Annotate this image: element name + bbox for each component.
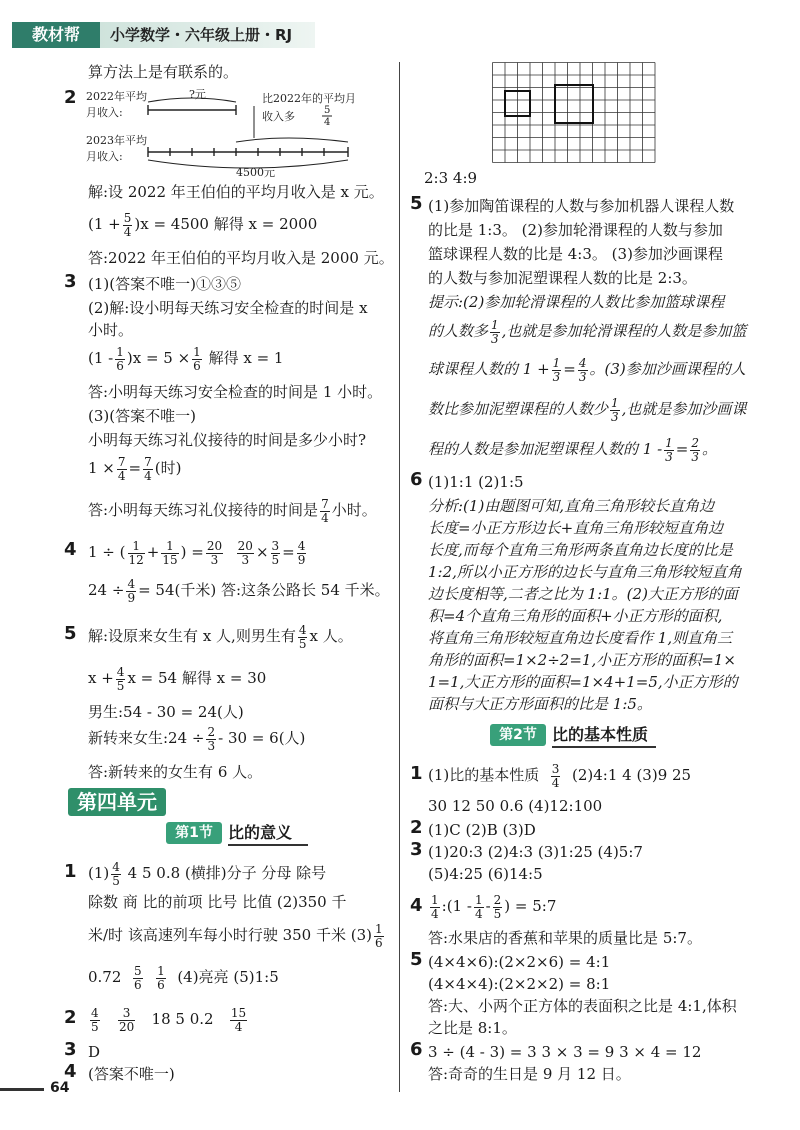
text-line: 30 12 50 0.6 (4)12:100 xyxy=(428,797,603,815)
text-line: (1)参加陶笛课程的人数与参加机器人课程人数 xyxy=(428,197,735,215)
section-title: 比的基本性质 xyxy=(552,724,656,748)
diagram-label: 4500元 xyxy=(236,166,275,178)
answer-line: 答:奇奇的生日是 9 月 12 日。 xyxy=(428,1065,631,1083)
text-line: 除数 商 比的前项 比号 比值 (2)350 千 xyxy=(88,893,347,911)
text-line: (1)20:3 (2)4:3 (3)1:25 (4)5:7 xyxy=(428,843,643,861)
analysis-line: 长度=小正方形边长+直角三角形较短直角边 xyxy=(428,519,724,537)
section-tag: 第1节 xyxy=(166,822,222,844)
unit-banner: 第四单元 xyxy=(68,788,166,816)
text-line: $\frac{4}{5}$ $\frac{3}{20}$ 18 5 0.2 $\frac{15}{4}$ xyxy=(91,1005,247,1034)
text-line: 米/时 该高速列车每小时行驶 350 千米 (3) $\frac{1}{6}$ xyxy=(88,921,383,950)
brand-label: 教材帮 xyxy=(12,22,100,48)
equation-line: x + $\frac{4}{5}$ x = 54 解得 x = 30 xyxy=(88,664,267,693)
section-tag: 第2节 xyxy=(490,724,546,746)
question-number: 5 xyxy=(64,623,77,644)
equation-line: 新转来女生:24 ÷ $\frac{2}{3}$ - 30 = 6(人) xyxy=(88,724,306,753)
question-number: 3 xyxy=(64,271,77,292)
question-number: 3 xyxy=(64,1039,77,1060)
text-line: (1)C (2)B (3)D xyxy=(428,821,536,839)
equation-line: 1 × $\frac{7}{4}$ = $\frac{7}{4}$ (时) xyxy=(88,454,182,483)
question-number: 6 xyxy=(410,1039,423,1060)
hint-line: 数比参加泥塑课程的人数少 $\frac{1}{3}$ ,也就是参加沙画课 xyxy=(428,395,747,424)
text-line: D xyxy=(88,1043,101,1061)
book-title: 小学数学・六年级上册・RJ xyxy=(100,22,315,48)
text-line: 解:设原来女生有 x 人,则男生有 $\frac{4}{5}$ x 人。 xyxy=(88,622,353,651)
page-bar xyxy=(0,1088,44,1091)
analysis-line: 角形的面积=1×2÷2=1,小正方形的面积=1× xyxy=(428,651,736,669)
text-line: (1)比的基本性质 $\frac{3}{4}$ (2)4:1 4 (3)9 25 xyxy=(428,761,692,790)
question-number: 2 xyxy=(64,1007,77,1028)
text-line: (1)1:1 (2)1:5 xyxy=(428,473,524,491)
answer-line: 答:水果店的香蕉和苹果的质量比是 5:7。 xyxy=(428,929,702,947)
analysis-line: 将直角三角形较短直角边长度看作 1,则直角三 xyxy=(428,629,733,647)
column-divider xyxy=(399,62,400,1092)
analysis-line: 边长度相等,二者之比为 1:1。(2)大正方形的面 xyxy=(428,585,738,603)
section-title: 比的意义 xyxy=(228,822,308,846)
page-number: 64 xyxy=(50,1080,70,1096)
text-line: (2)解:设小明每天练习安全检查的时间是 x xyxy=(88,299,368,317)
text-line: 算方法上是有联系的。 xyxy=(88,63,239,81)
text-line: (1) $\frac{4}{5}$ 4 5 0.8 (横排)分子 分母 除号 xyxy=(88,859,327,888)
question-number: 3 xyxy=(410,839,423,860)
text-line: 小明每天练习礼仪接待的时间是多少小时? xyxy=(88,431,367,449)
diagram-label: 收入多 xyxy=(262,110,295,123)
fraction: $\frac{1}{6}$ xyxy=(116,344,124,373)
fraction: $\frac{7}{4}$ xyxy=(321,496,329,525)
answer-line: 答:小明每天练习安全检查的时间是 1 小时。 xyxy=(88,383,383,401)
hint-line: 球课程人数的 1 + $\frac{1}{3}$ = $\frac{4}{3}$ 。(3)参加沙画课程的人 xyxy=(428,355,746,384)
answer-line: 答:2022 年王伯伯的平均月收入是 2000 元。 xyxy=(88,249,394,267)
text-line: (4×4×6):(2×2×6) = 4:1 xyxy=(428,953,611,971)
analysis-line: 1:2,所以小正方形的边长与直角三角形较短直角 xyxy=(428,563,742,581)
diagram-label: 2023年平均 xyxy=(86,134,147,147)
segment-diagram xyxy=(86,86,376,178)
text-line: 男生:54 - 30 = 24(人) xyxy=(88,703,244,721)
question-number: 4 xyxy=(64,1061,77,1082)
analysis-line: 分析:(1)由题图可知,直角三角形较长直角边 xyxy=(428,497,715,515)
answer-line: 答:新转来的女生有 6 人。 xyxy=(88,763,263,781)
diagram-label: 比2022年的平均月 xyxy=(262,92,356,105)
text-line: (1)(答案不唯一)①③⑤ xyxy=(88,275,241,293)
question-number: 6 xyxy=(410,469,423,490)
answer-line: 答:小明每天练习礼仪接待的时间是 $\frac{7}{4}$ 小时。 xyxy=(88,496,377,525)
question-number: 1 xyxy=(410,763,423,784)
hint-line: 提示:(2)参加轮滑课程的人数比参加篮球课程 xyxy=(428,293,725,311)
equation-line: 1 ÷ ( $\frac{1}{12}$ + $\frac{1}{15}$ ) = $\frac{20}{3}$ $\frac{20}{3}$ × $\frac{3}{5}$ = $\frac{4}{9}$ xyxy=(88,538,306,567)
diagram-label: 月收入: xyxy=(86,106,123,119)
answer-line: 答:大、小两个正方体的表面积之比是 4:1,体积 xyxy=(428,997,737,1015)
analysis-line: 长度,而每个直角三角形两条直角边长度的比是 xyxy=(428,541,733,559)
question-number: 2 xyxy=(410,817,423,838)
text-line: 0.72 $\frac{5}{6}$ $\frac{1}{6}$ (4)亮亮 (5)1:5 xyxy=(88,963,279,992)
question-number: 5 xyxy=(410,949,423,970)
text-line: 解:设 2022 年王伯伯的平均月收入是 x 元。 xyxy=(88,183,384,201)
diagram-label: 4 xyxy=(324,117,331,128)
equation-line: (1 + $\frac{5}{4}$ )x = 4500 解得 x = 2000 xyxy=(88,210,318,239)
diagram-label: 2022年平均 xyxy=(86,90,147,103)
fraction: $\frac{7}{4}$ xyxy=(144,454,152,483)
hint-line: 的人数多 $\frac{1}{3}$ ,也就是参加轮滑课程的人数是参加篮 xyxy=(428,317,747,346)
equation-line: $\frac{1}{4}$ :(1 - $\frac{1}{4}$ - $\frac{2}{5}$ ) = 5:7 xyxy=(431,892,557,921)
question-number: 1 xyxy=(64,861,77,882)
answer-line: 之比是 8:1。 xyxy=(428,1019,517,1037)
question-number: 4 xyxy=(64,539,77,560)
fraction: $\frac{5}{4}$ xyxy=(123,210,132,239)
text-line: 的比是 1:3。 (2)参加轮滑课程的人数与参加 xyxy=(428,221,723,239)
question-number: 4 xyxy=(410,895,423,916)
text-line: (3)(答案不唯一) xyxy=(88,407,196,425)
diagram-label: 月收入: xyxy=(86,150,123,163)
equation-line: (1 - $\frac{1}{6}$ )x = 5 × $\frac{1}{6}$ 解得 x = 1 xyxy=(88,344,284,373)
fraction: $\frac{1}{6}$ xyxy=(193,344,201,373)
grid-figure xyxy=(492,62,660,164)
text-line: 篮球课程人数的比是 4:3。 (3)参加沙画课程 xyxy=(428,245,723,263)
hint-line: 程的人数是参加泥塑课程人数的 1 - $\frac{1}{3}$ = $\frac{2}{3}$ 。 xyxy=(428,435,718,464)
diagram-label: ?元 xyxy=(189,88,206,101)
analysis-line: 积=4个直角三角形的面积+小正方形的面积, xyxy=(428,607,723,625)
text-line: (5)4:25 (6)14:5 xyxy=(428,865,543,883)
analysis-line: 面积与大正方形面积的比是 1:5。 xyxy=(428,695,652,713)
text-line: 小时。 xyxy=(88,321,134,339)
question-number: 2 xyxy=(64,87,77,108)
diagram-label: 5 xyxy=(324,105,331,116)
text-line: (4×4×4):(2×2×2) = 8:1 xyxy=(428,975,611,993)
question-number: 5 xyxy=(410,193,423,214)
text-line: (答案不唯一) xyxy=(88,1065,175,1083)
analysis-line: 1=1,大正方形的面积=1×4+1=5,小正方形的 xyxy=(428,673,738,691)
text-line: 的人数与参加泥塑课程人数的比是 2:3。 xyxy=(428,269,697,287)
text-line: 2:3 4:9 xyxy=(424,169,478,187)
equation-line: 24 ÷ $\frac{4}{9}$ = 54(千米) 答:这条公路长 54 千米。 xyxy=(88,576,390,605)
fraction: $\frac{7}{4}$ xyxy=(117,454,126,483)
text-line: 3 ÷ (4 - 3) = 3 3 × 3 = 9 3 × 4 = 12 xyxy=(428,1043,702,1061)
